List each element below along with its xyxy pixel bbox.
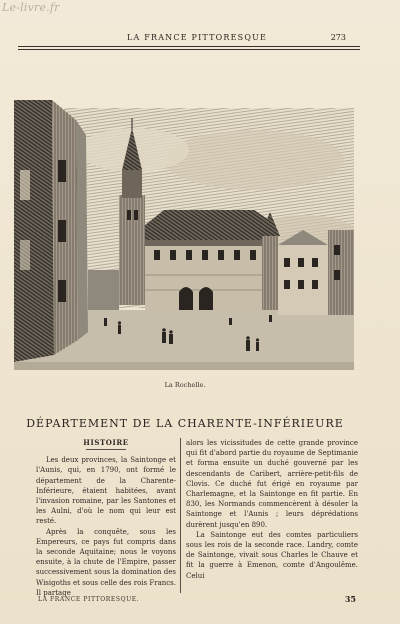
watermark: Le-livre.fr bbox=[2, 1, 60, 14]
paragraph: Les deux provinces, la Saintonge et l'Aunis, qui, en 1790, ont formé le département de la Charente-Inférieure, étaient habitées, avant l'invasion romaine, par les Santones et les Aulni, d'où le nom qui leur est resté. bbox=[36, 456, 176, 526]
left-column bbox=[36, 438, 176, 598]
paragraph: Après la conquête, sous les Empereurs, ce pays fut compris dans la seconde Aquitaine; nous le voyons ensuite, à la chute de l'Empire, passer successivement sous la domination des Wisigoths et sous celle des rois Francs. Il partage bbox=[36, 527, 176, 597]
section-title: DÉPARTEMENT DE LA CHARENTE-INFÉRIEURE bbox=[26, 417, 344, 430]
header-rule bbox=[18, 46, 360, 50]
column-divider bbox=[180, 438, 181, 593]
footer-signature: 35 bbox=[344, 594, 356, 604]
subheading-rule bbox=[86, 449, 126, 450]
right-column bbox=[186, 438, 358, 581]
paragraph: La Saintonge eut des comtes particuliers sous les rois de la seconde race. Landry, comte de Saintonge, vivait sous Charles le Chauve et fit la guerre à Emenon, comte d'Angoulême. Celui bbox=[186, 530, 358, 580]
page-number: 273 bbox=[330, 33, 346, 42]
subheading-histoire: HISTOIRE bbox=[83, 438, 129, 447]
running-title: LA FRANCE PITTORESQUE bbox=[127, 33, 268, 42]
engraving-illustration bbox=[14, 100, 354, 370]
footer-series-title: LA FRANCE PITTORESQUE. bbox=[38, 596, 140, 603]
paragraph: alors les vicissitudes de cette grande province qui fit d'abord partie du royaume de Septimanie et forma ensuite un duché gouverné par les descendants de Caribert, arrière-petit-fils de Clovis. Ce duché fut érigé en royaume par Charlemagne, et la Saintonge en fit partie. En 830, les Normands commencèrent à désoler la Saintonge et l'Aunis ; leurs déprédations durèrent jusqu'en 890. bbox=[186, 439, 358, 529]
illustration-caption: La Rochelle. bbox=[164, 381, 206, 389]
